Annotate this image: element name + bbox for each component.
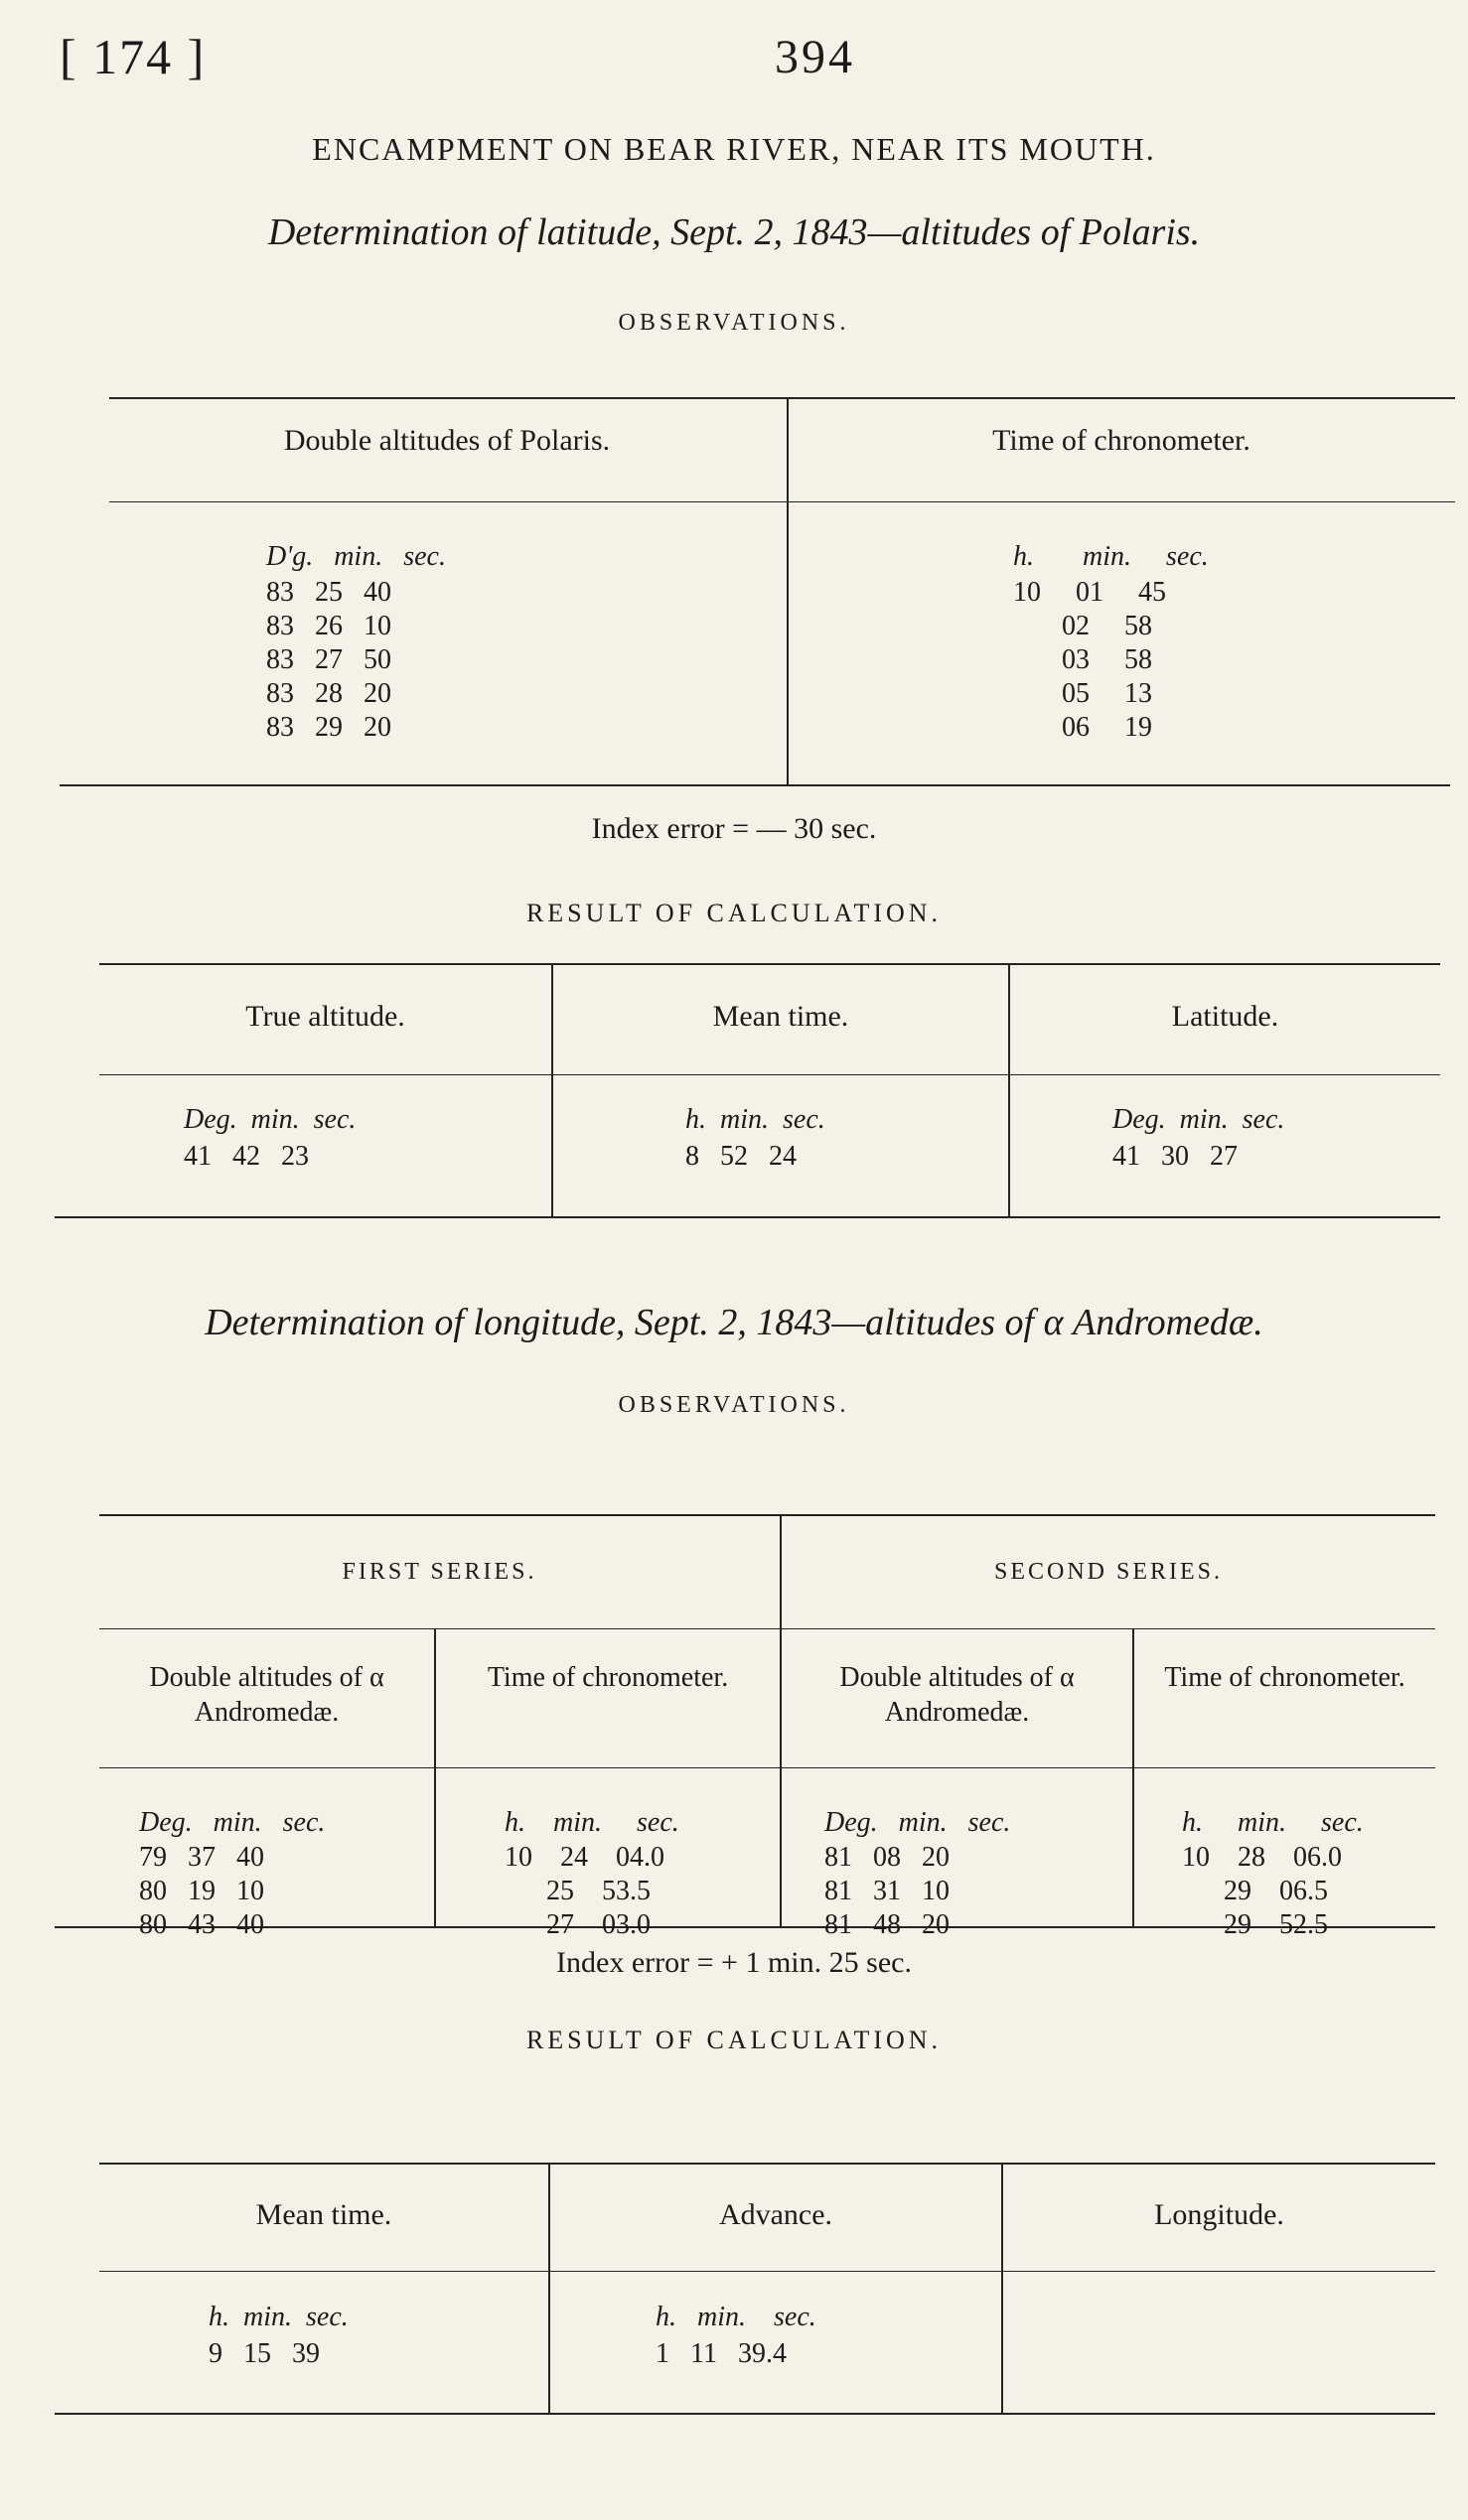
table-row: 29 06.5: [1182, 1876, 1328, 1906]
first-altitude-values: [139, 1841, 264, 1942]
table-row: 27 03.0: [505, 1909, 651, 1940]
first-time-values: [505, 1841, 664, 1942]
table-row: 25 53.5: [505, 1876, 651, 1906]
col-header-mean-time: Mean time.: [712, 1000, 849, 1033]
col-header-first-altitudes: Double altitudes of α Andromedæ.: [149, 1662, 384, 1728]
latitude-result-label: RESULT OF CALCULATION.: [525, 899, 943, 927]
table-row: 81 31 10: [824, 1876, 950, 1906]
latitude-heading: Determination of latitude, Sept. 2, 1843—altitudes of Polaris.: [267, 211, 1201, 253]
col-header-second-times: Time of chronometer.: [1164, 1662, 1405, 1693]
table-row: 83 25 40: [266, 577, 391, 608]
mean-time-value-2: 9 15 39: [209, 2338, 320, 2369]
altitude-values: [266, 576, 391, 745]
col-header-latitude: Latitude.: [1171, 1000, 1279, 1033]
col-header-time-chronometer: Time of chronometer.: [992, 424, 1250, 457]
page-title: ENCAMPMENT ON BEAR RIVER, NEAR ITS MOUTH.: [312, 131, 1156, 167]
first-altitude-units: Deg. min. sec.: [139, 1807, 326, 1838]
advance-units: h. min. sec.: [656, 2302, 816, 2332]
mean-time-value: 8 52 24: [685, 1141, 797, 1172]
longitude-observations-label: OBSERVATIONS.: [618, 1392, 850, 1418]
table-row: 80 43 40: [139, 1909, 264, 1940]
advance-value: 1 11 39.4: [656, 2338, 787, 2369]
page-number: 394: [775, 31, 855, 83]
col-header-first-times: Time of chronometer.: [487, 1662, 729, 1693]
table-row: 80 19 10: [139, 1876, 264, 1906]
table-row: 79 37 40: [139, 1842, 264, 1873]
altitude-units: D'g. min. sec.: [266, 541, 446, 572]
table-row: 10 01 45: [1013, 577, 1166, 608]
table-row: 02 58: [1013, 611, 1152, 641]
col-header-longitude: Longitude.: [1154, 2198, 1284, 2231]
table-row: 06 19: [1013, 712, 1152, 743]
table-row: 83 28 20: [266, 678, 391, 709]
col-header-advance: Advance.: [718, 2198, 833, 2231]
table-row: 81 48 20: [824, 1909, 950, 1940]
mean-time-units-2: h. min. sec.: [209, 2302, 349, 2332]
time-units: h. min. sec.: [1013, 541, 1209, 572]
second-series-label: SECOND SERIES.: [993, 1559, 1224, 1585]
table-row: 10 28 06.0: [1182, 1842, 1342, 1873]
mean-time-units: h. min. sec.: [685, 1104, 825, 1135]
table-row: 05 13: [1013, 678, 1152, 709]
first-series-label: FIRST SERIES.: [342, 1559, 537, 1585]
table-row: 81 08 20: [824, 1842, 950, 1873]
second-altitude-units: Deg. min. sec.: [824, 1807, 1011, 1838]
table-row: 83 27 50: [266, 644, 391, 675]
longitude-index-error: Index error = + 1 min. 25 sec.: [556, 1946, 912, 1979]
col-header-double-altitudes: Double altitudes of Polaris.: [283, 424, 611, 457]
longitude-result-label: RESULT OF CALCULATION.: [525, 2026, 943, 2054]
col-header-second-altitudes: Double altitudes of α Andromedæ.: [839, 1662, 1075, 1728]
second-time-values: [1182, 1841, 1342, 1942]
latitude-observations-label: OBSERVATIONS.: [618, 310, 850, 336]
second-time-units: h. min. sec.: [1182, 1807, 1364, 1838]
latitude-index-error: Index error = — 30 sec.: [591, 812, 877, 845]
table-row: 29 52.5: [1182, 1909, 1328, 1940]
true-altitude-value: 41 42 23: [184, 1141, 309, 1172]
latitude-value: 41 30 27: [1112, 1141, 1238, 1172]
true-altitude-units: Deg. min. sec.: [184, 1104, 357, 1135]
table-row: 83 26 10: [266, 611, 391, 641]
col-header-mean-time-2: Mean time.: [255, 2198, 392, 2231]
table-row: 83 29 20: [266, 712, 391, 743]
time-values: [1013, 576, 1166, 745]
bracket-number: [ 174 ]: [60, 29, 207, 84]
col-header-true-altitude: True altitude.: [245, 1000, 405, 1033]
table-row: 10 24 04.0: [505, 1842, 664, 1873]
first-time-units: h. min. sec.: [505, 1807, 679, 1838]
latitude-units: Deg. min. sec.: [1112, 1104, 1285, 1135]
longitude-heading: Determination of longitude, Sept. 2, 1843—altitudes of α Andromedæ.: [205, 1302, 1263, 1343]
second-altitude-values: [824, 1841, 950, 1942]
table-row: 03 58: [1013, 644, 1152, 675]
